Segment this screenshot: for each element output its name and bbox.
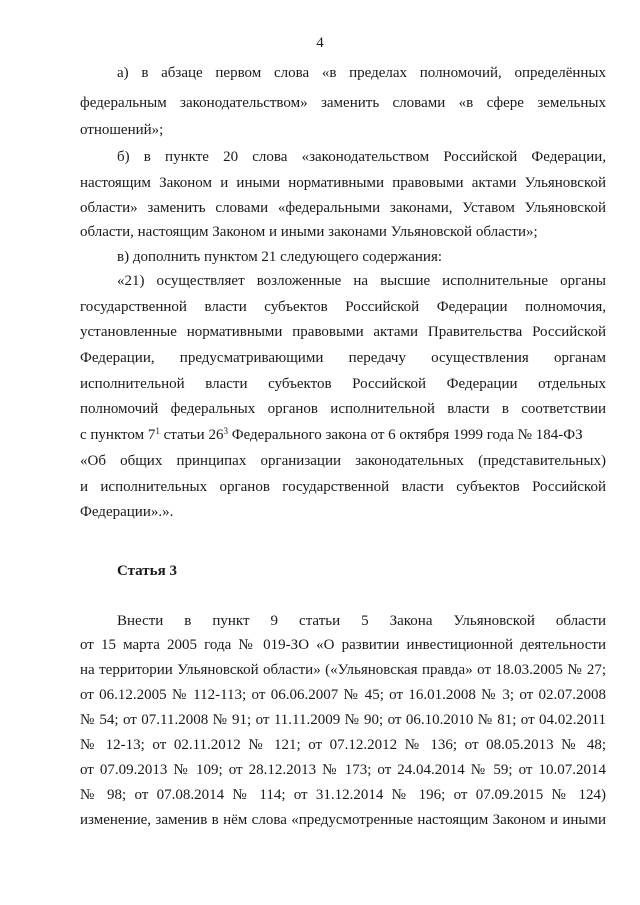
paragraph-b-line-3: области» заменить словами «федеральными законами, Уставом Ульяновской bbox=[80, 200, 606, 216]
quote-21-line-7-part-1: с пунктом 7 bbox=[80, 427, 156, 443]
article3-line-4: от 06.12.2005 № 112-113; от 06.06.2007 № 45; от 16.01.2008 № 3; от 02.07.2008 bbox=[80, 687, 606, 703]
article3-line-9: изменение, заменив в нём слова «предусмотренные настоящим Законом и иными bbox=[80, 812, 606, 828]
quote-21-line-7-part-3: Федерального закона от 6 октября 1999 года № 184-ФЗ bbox=[227, 427, 583, 443]
paragraph-b-line-4: области, настоящим Законом и иными законами Ульяновской области»; bbox=[80, 224, 538, 240]
quote-21-line-1: «21) осуществляет возложенные на высшие исполнительные органы bbox=[117, 273, 606, 289]
quote-21-line-9: и исполнительных органов государственной власти субъектов Российской bbox=[80, 479, 606, 495]
article3-line-1: Внести в пункт 9 статьи 5 Закона Ульяновской области bbox=[117, 613, 606, 629]
superscript-3: 3 bbox=[223, 426, 228, 436]
article-heading: Статья 3 bbox=[117, 563, 177, 579]
paragraph-b-line-1: б) в пункте 20 слова «законодательством Российской Федерации, bbox=[117, 149, 606, 165]
quote-21-line-8: «Об общих принципах организации законодательных (представительных) bbox=[80, 453, 606, 469]
quote-21-line-7-part-2: статьи 26 bbox=[159, 427, 224, 443]
article3-line-8: № 98; от 07.08.2014 № 114; от 31.12.2014 № 196; от 07.09.2015 № 124) bbox=[80, 787, 606, 803]
paragraph-v: в) дополнить пунктом 21 следующего содержания: bbox=[117, 249, 443, 265]
quote-21-line-10: Федерации».». bbox=[80, 504, 174, 520]
quote-21-line-2: государственной власти субъектов Российской Федерации полномочия, bbox=[80, 299, 606, 315]
page-number: 4 bbox=[316, 35, 324, 51]
quote-21-line-5: исполнительной власти субъектов Российской Федерации отдельных bbox=[80, 376, 606, 392]
article3-line-6: № 12-13; от 02.11.2012 № 121; от 07.12.2012 № 136; от 08.05.2013 № 48; bbox=[80, 737, 606, 753]
paragraph-a-line-1: а) в абзаце первом слова «в пределах полномочий, определённых bbox=[117, 65, 606, 81]
quote-21-line-6: полномочий федеральных органов исполнительной власти в соответствии bbox=[80, 401, 606, 417]
quote-21-line-4: Федерации, предусматривающими передачу осуществления органам bbox=[80, 350, 606, 366]
quote-21-line-3: установленные нормативными правовыми актами Правительства Российской bbox=[80, 324, 606, 340]
article3-line-2: от 15 марта 2005 года № 019-ЗО «О развитии инвестиционной деятельности bbox=[80, 637, 606, 653]
quote-21-line-7 bbox=[80, 426, 606, 444]
paragraph-a-line-3: отношений»; bbox=[80, 122, 164, 138]
article3-line-3: на территории Ульяновской области» («Ульяновская правда» от 18.03.2005 № 27; bbox=[80, 662, 606, 678]
superscript-1: 1 bbox=[155, 426, 160, 436]
paragraph-b-line-2: настоящим Законом и иными нормативными правовыми актами Ульяновской bbox=[80, 175, 606, 191]
article3-line-7: от 07.09.2013 № 109; от 28.12.2013 № 173; от 24.04.2014 № 59; от 10.07.2014 bbox=[80, 762, 606, 778]
article3-line-5: № 54; от 07.11.2008 № 91; от 11.11.2009 № 90; от 06.10.2010 № 81; от 04.02.2011 bbox=[80, 712, 606, 728]
paragraph-a-line-2: федеральным законодательством» заменить словами «в сфере земельных bbox=[80, 95, 606, 111]
